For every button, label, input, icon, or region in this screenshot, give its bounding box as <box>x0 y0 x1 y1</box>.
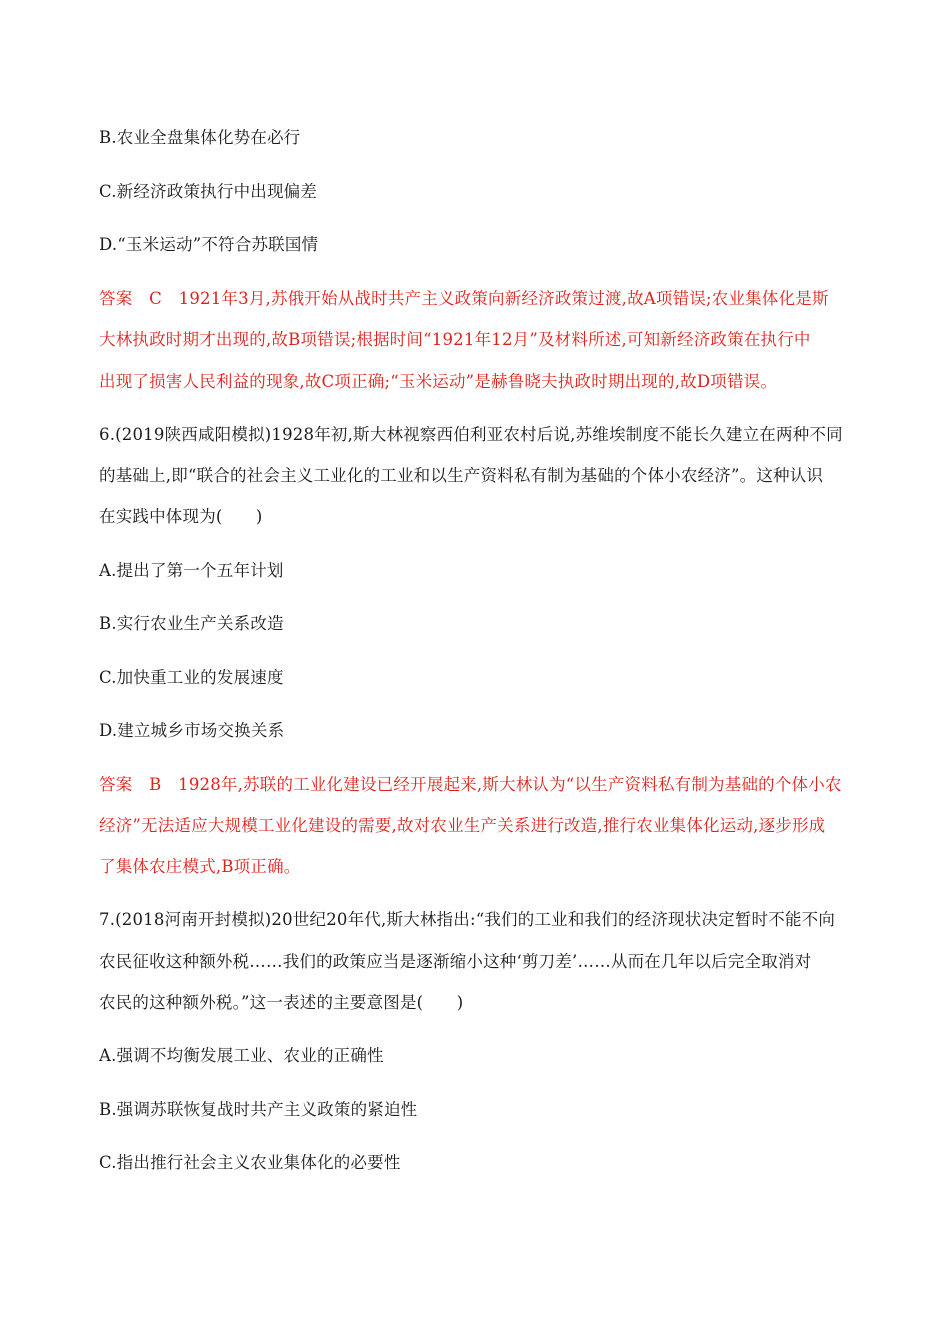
q7-stem-line: 农民征收这种额外税……我们的政策应当是逐渐缩小这种‘剪刀差’……从而在几年以后完全取消对 <box>99 952 812 971</box>
q5-answer-line: 答案 C 1921年3月,苏俄开始从战时共产主义政策向新经济政策过渡,故A项错误;农业集体化是斯 <box>99 289 829 308</box>
q5-answer-line: 大林执政时期才出现的,故B项错误;根据时间“1921年12月”及材料所述,可知新经济政策在执行中 <box>99 330 811 349</box>
q7-option-a: A.强调不均衡发展工业、农业的正确性 <box>99 1046 384 1065</box>
q6-stem-line: 的基础上,即“联合的社会主义工业化的工业和以生产资料私有制为基础的个体小农经济”。这种认识 <box>99 466 824 485</box>
q7-option-c: C.指出推行社会主义农业集体化的必要性 <box>99 1153 401 1172</box>
q6-answer-line: 答案 B 1928年,苏联的工业化建设已经开展起来,斯大林认为“以生产资料私有制为基础的个体小农 <box>99 775 842 794</box>
q5-option-b: B.农业全盘集体化势在必行 <box>99 128 301 147</box>
q5-option-d: D.“玉米运动”不符合苏联国情 <box>99 235 319 254</box>
q7-option-b: B.强调苏联恢复战时共产主义政策的紧迫性 <box>99 1100 418 1119</box>
q5-answer-line: 出现了损害人民利益的现象,故C项正确;“玉米运动”是赫鲁晓夫执政时期出现的,故D项错误。 <box>99 372 778 391</box>
q6-answer-line: 经济”无法适应大规模工业化建设的需要,故对农业生产关系进行改造,推行农业集体化运动,逐步形成 <box>99 816 826 835</box>
q6-option-a: A.提出了第一个五年计划 <box>99 561 284 580</box>
q6-option-d: D.建立城乡市场交换关系 <box>99 721 285 740</box>
q6-stem-line: 6.(2019陕西咸阳模拟)1928年初,斯大林视察西伯利亚农村后说,苏维埃制度不能长久建立在两种不同 <box>99 425 843 444</box>
q6-stem-line: 在实践中体现为( ) <box>99 507 263 526</box>
q6-answer-line: 了集体农庄模式,B项正确。 <box>99 857 301 876</box>
q5-option-c: C.新经济政策执行中出现偏差 <box>99 182 318 201</box>
q7-stem-line: 农民的这种额外税。”这一表述的主要意图是( ) <box>99 993 464 1012</box>
q7-stem-line: 7.(2018河南开封模拟)20世纪20年代,斯大林指出:“我们的工业和我们的经济现状决定暂时不能不向 <box>99 910 836 929</box>
q6-option-c: C.加快重工业的发展速度 <box>99 668 284 687</box>
q6-option-b: B.实行农业生产关系改造 <box>99 614 284 633</box>
